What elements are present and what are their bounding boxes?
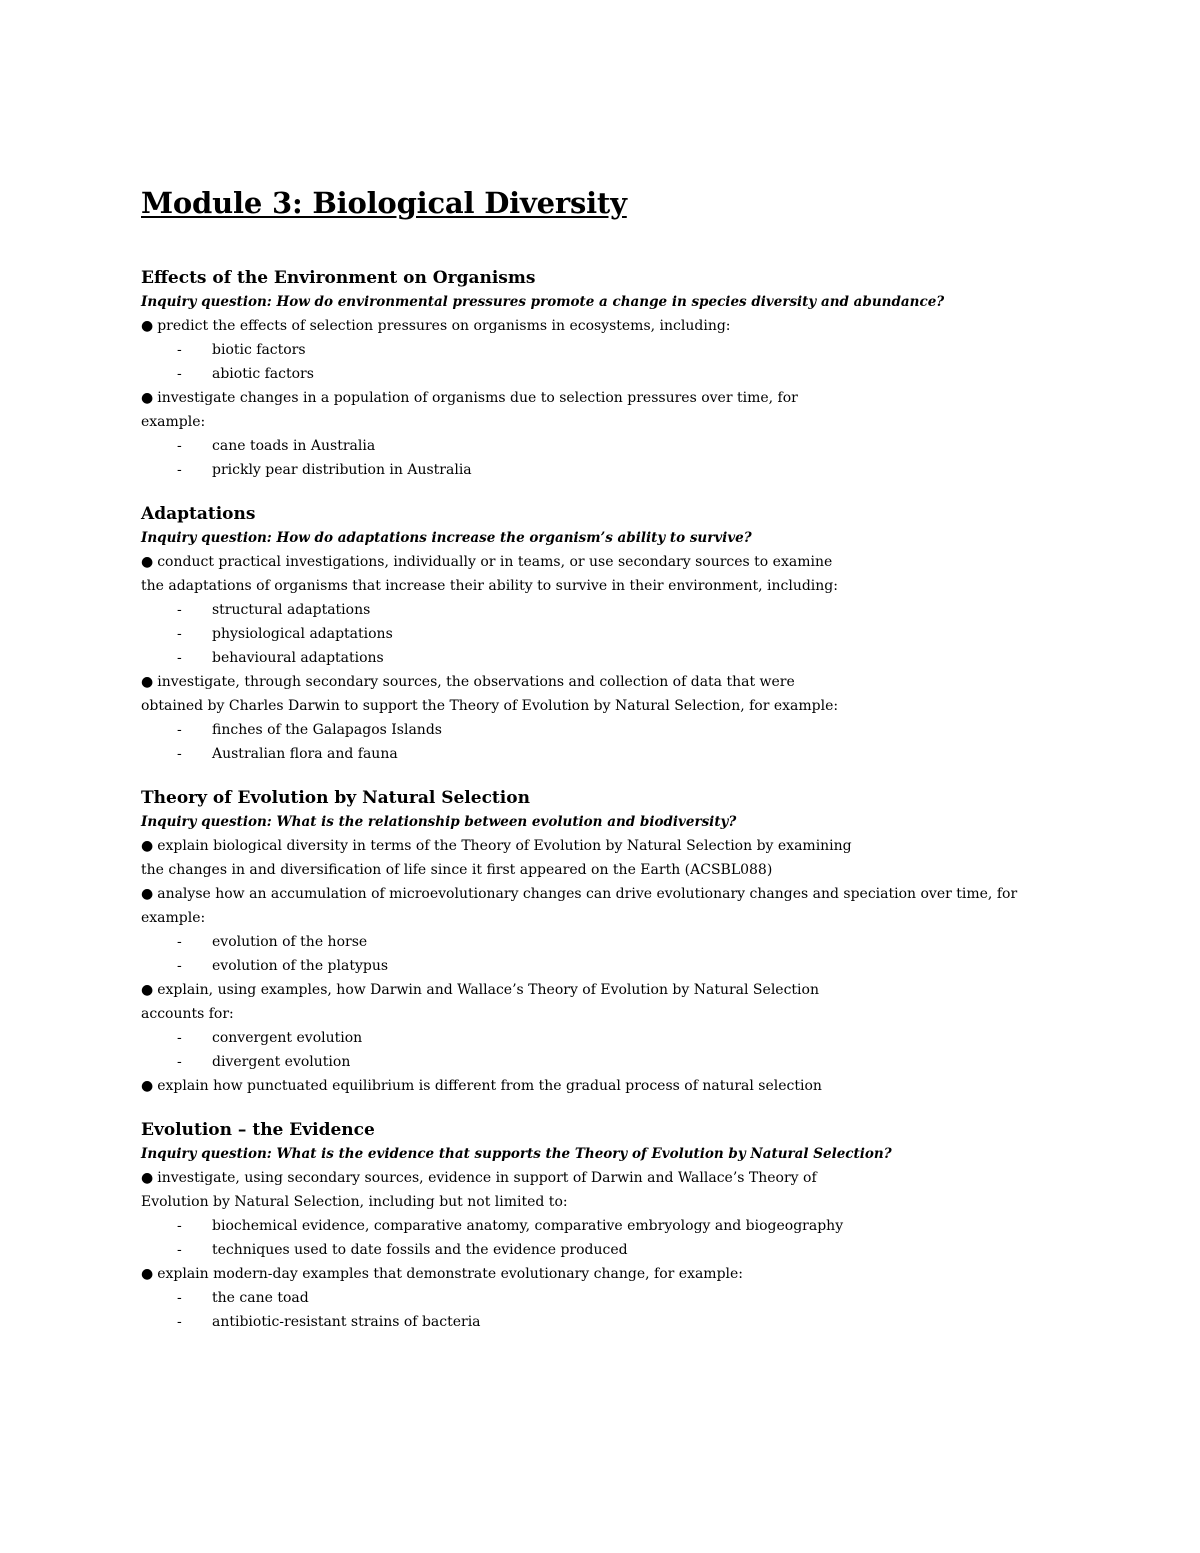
sub-item-text: biochemical evidence, comparative anatomy, comparative embryology and biogeography xyxy=(212,1218,844,1234)
sub-item-text: Australian flora and fauna xyxy=(212,746,398,762)
sub-item xyxy=(141,930,1041,954)
dash-icon: - xyxy=(177,746,182,762)
sub-item-text: divergent evolution xyxy=(212,1054,351,1070)
dash-icon: - xyxy=(177,958,182,974)
sub-item xyxy=(141,622,1041,646)
inquiry-question: Inquiry question: What is the evidence that supports the Theory of Evolution by Natural Selection? xyxy=(141,1146,892,1162)
bullet-text: predict the effects of selection pressures on organisms in ecosystems, including: xyxy=(157,318,731,334)
bullet-text: accounts for: xyxy=(141,1006,234,1022)
sub-item xyxy=(141,718,1041,742)
bullet-item xyxy=(141,1262,1041,1286)
bullet-item xyxy=(141,1074,1041,1098)
bullet-icon: ● xyxy=(141,390,154,406)
sub-item xyxy=(141,1050,1041,1074)
page-title: Module 3: Biological Diversity xyxy=(141,186,627,220)
bullet-continuation xyxy=(141,694,1041,718)
dash-icon: - xyxy=(177,1290,182,1306)
sub-item xyxy=(141,598,1041,622)
sub-item xyxy=(141,1286,1041,1310)
inquiry-question: Inquiry question: How do adaptations increase the organism’s ability to survive? xyxy=(141,530,752,546)
bullet-text: explain biological diversity in terms of the Theory of Evolution by Natural Selection by examining xyxy=(157,838,852,854)
bullet-item xyxy=(141,978,1041,1002)
sub-item-text: prickly pear distribution in Australia xyxy=(212,462,472,478)
bullet-text: conduct practical investigations, individually or in teams, or use secondary sources to examine xyxy=(157,554,833,570)
bullet-text: the changes in and diversification of life since it first appeared on the Earth (ACSBL088) xyxy=(141,862,773,878)
sub-item-text: the cane toad xyxy=(212,1290,309,1306)
bullet-item xyxy=(141,834,1041,858)
sub-item-text: finches of the Galapagos Islands xyxy=(212,722,442,738)
bullet-icon: ● xyxy=(141,838,154,854)
bullet-text: explain modern-day examples that demonstrate evolutionary change, for example: xyxy=(157,1266,744,1282)
bullet-text: example: xyxy=(141,414,206,430)
bullet-continuation xyxy=(141,1002,1041,1026)
dash-icon: - xyxy=(177,462,182,478)
bullet-text: the adaptations of organisms that increase their ability to survive in their environment, including: xyxy=(141,578,838,594)
bullet-item xyxy=(141,386,1041,410)
sub-item xyxy=(141,458,1041,482)
bullet-icon: ● xyxy=(141,674,154,690)
sub-item xyxy=(141,434,1041,458)
bullet-text: explain, using examples, how Darwin and Wallace’s Theory of Evolution by Natural Selection xyxy=(157,982,819,998)
dash-icon: - xyxy=(177,438,182,454)
sub-item-text: convergent evolution xyxy=(212,1030,363,1046)
bullet-icon: ● xyxy=(141,1078,154,1094)
bullet-text: investigate, using secondary sources, evidence in support of Darwin and Wallace’s Theory of xyxy=(157,1170,817,1186)
sub-item xyxy=(141,1026,1041,1050)
dash-icon: - xyxy=(177,1218,182,1234)
section xyxy=(141,502,1041,766)
bullet-icon: ● xyxy=(141,886,154,902)
section-heading: Theory of Evolution by Natural Selection xyxy=(141,788,530,808)
inquiry-question: Inquiry question: What is the relationship between evolution and biodiversity? xyxy=(141,814,737,830)
bullet-text: Evolution by Natural Selection, including but not limited to: xyxy=(141,1194,568,1210)
document-page xyxy=(141,180,1041,1334)
bullet-text: investigate, through secondary sources, the observations and collection of data that were xyxy=(157,674,795,690)
dash-icon: - xyxy=(177,1054,182,1070)
bullet-item xyxy=(141,882,1041,906)
bullet-continuation xyxy=(141,574,1041,598)
dash-icon: - xyxy=(177,722,182,738)
bullet-item xyxy=(141,1166,1041,1190)
dash-icon: - xyxy=(177,934,182,950)
dash-icon: - xyxy=(177,626,182,642)
inquiry-question: Inquiry question: How do environmental pressures promote a change in species diversity and abundance? xyxy=(141,294,945,310)
sub-item xyxy=(141,954,1041,978)
bullet-icon: ● xyxy=(141,1170,154,1186)
bullet-continuation xyxy=(141,410,1041,434)
section xyxy=(141,266,1041,482)
sub-item xyxy=(141,338,1041,362)
sub-item-text: behavioural adaptations xyxy=(212,650,384,666)
section xyxy=(141,1118,1041,1334)
section-heading: Adaptations xyxy=(141,504,256,524)
sub-item-text: evolution of the platypus xyxy=(212,958,389,974)
sub-item xyxy=(141,362,1041,386)
sub-item-text: evolution of the horse xyxy=(212,934,368,950)
sub-item xyxy=(141,646,1041,670)
sections-container xyxy=(141,266,1041,1334)
sub-item xyxy=(141,742,1041,766)
bullet-item xyxy=(141,314,1041,338)
section-heading: Evolution – the Evidence xyxy=(141,1120,375,1140)
sub-item-text: biotic factors xyxy=(212,342,306,358)
dash-icon: - xyxy=(177,1030,182,1046)
bullet-text: analyse how an accumulation of microevolutionary changes can drive evolutionary changes and speciation over time, for xyxy=(157,886,1018,902)
bullet-icon: ● xyxy=(141,1266,154,1282)
sub-item-text: cane toads in Australia xyxy=(212,438,376,454)
sub-item-text: physiological adaptations xyxy=(212,626,393,642)
bullet-continuation xyxy=(141,906,1041,930)
bullet-item xyxy=(141,670,1041,694)
bullet-icon: ● xyxy=(141,982,154,998)
bullet-icon: ● xyxy=(141,554,154,570)
sub-item xyxy=(141,1214,1041,1238)
bullet-continuation xyxy=(141,858,1041,882)
sub-item xyxy=(141,1310,1041,1334)
bullet-icon: ● xyxy=(141,318,154,334)
bullet-text: investigate changes in a population of organisms due to selection pressures over time, for xyxy=(157,390,798,406)
sub-item-text: techniques used to date fossils and the evidence produced xyxy=(212,1242,628,1258)
bullet-text: obtained by Charles Darwin to support the Theory of Evolution by Natural Selection, for example: xyxy=(141,698,839,714)
bullet-text: explain how punctuated equilibrium is different from the gradual process of natural selection xyxy=(157,1078,822,1094)
dash-icon: - xyxy=(177,650,182,666)
sub-item-text: structural adaptations xyxy=(212,602,371,618)
section xyxy=(141,786,1041,1098)
sub-item-text: antibiotic-resistant strains of bacteria xyxy=(212,1314,481,1330)
dash-icon: - xyxy=(177,1242,182,1258)
section-heading: Effects of the Environment on Organisms xyxy=(141,268,536,288)
dash-icon: - xyxy=(177,342,182,358)
dash-icon: - xyxy=(177,602,182,618)
sub-item xyxy=(141,1238,1041,1262)
bullet-continuation xyxy=(141,1190,1041,1214)
bullet-item xyxy=(141,550,1041,574)
dash-icon: - xyxy=(177,366,182,382)
bullet-text: example: xyxy=(141,910,206,926)
sub-item-text: abiotic factors xyxy=(212,366,314,382)
dash-icon: - xyxy=(177,1314,182,1330)
